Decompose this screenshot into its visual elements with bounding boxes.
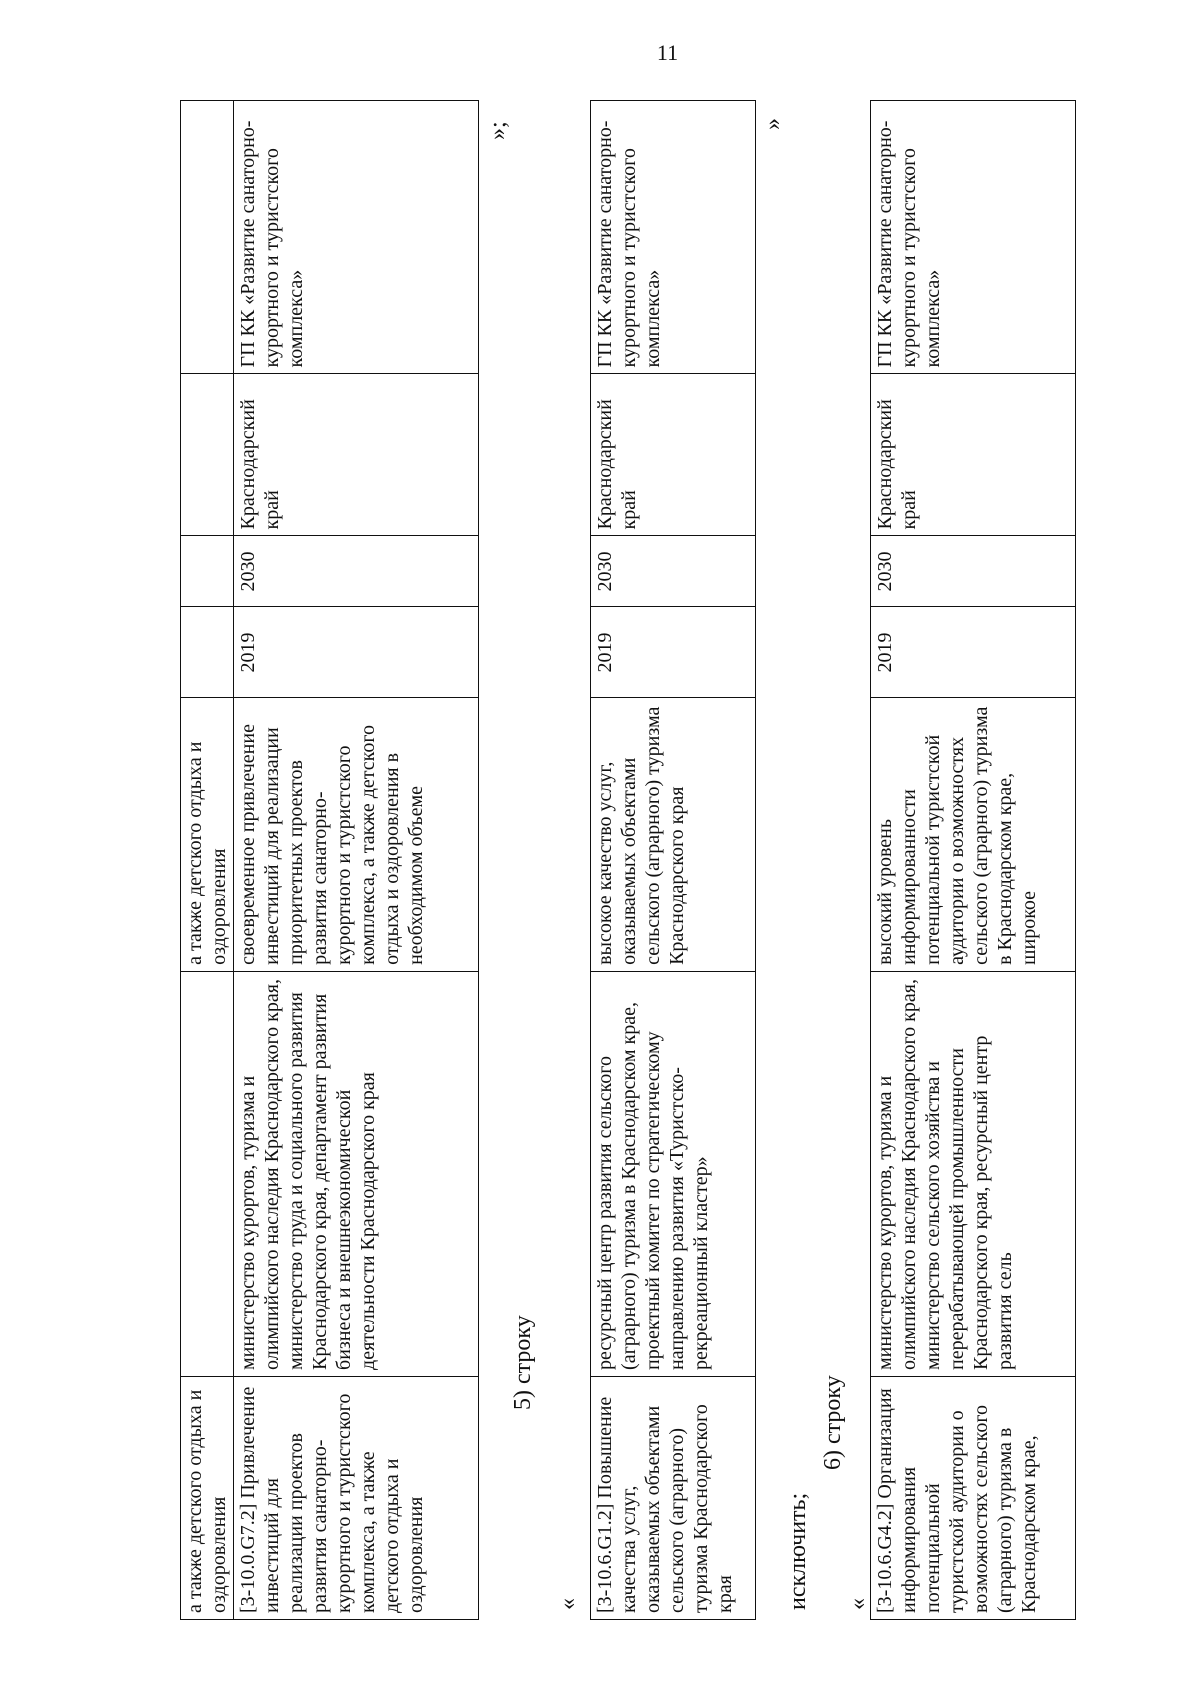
cell-start-year: 2019 [234, 607, 479, 698]
cell-result: высокий уровень информированности потенциальной туристской аудитории о возможностях сельского (аграрного) туризма в Краснодарском крае, широкое [871, 698, 1076, 971]
cell-measure: [3-10.6.G1.2] Повышение качества услуг, оказываемых объектами сельского (аграрного) туризма Краснодарского края [591, 1376, 756, 1619]
cell-result: высокое качество услуг, оказываемых объектами сельского (аграрного) туризма Краснодарского края [591, 698, 756, 971]
rotated-content [180, 100, 1080, 1620]
table-row [871, 101, 1076, 1620]
cell-territory [181, 374, 234, 536]
closing-quote: » [760, 118, 786, 130]
cell-start-year: 2019 [591, 607, 756, 698]
cell-program: ГП КК «Развитие санаторно-курортного и туристского комплекса» [234, 101, 479, 374]
opening-quote: « [555, 1598, 581, 1610]
cell-program: ГП КК «Развитие санаторно-курортного и туристского комплекса» [591, 101, 756, 374]
cell-territory: Краснодарский край [234, 374, 479, 536]
table-1 [180, 100, 479, 1620]
cell-executors: ресурсный центр развития сельского (аграрного) туризма в Краснодарском крае, проектный комитет по стратегическому направлению развития «Туристско-рекреационный кластер» [591, 971, 756, 1376]
table-row [234, 101, 479, 1620]
table-row-continuation [181, 101, 234, 1620]
page-number: 11 [656, 40, 679, 65]
cell-executors: министерство курортов, туризма и олимпийского наследия Краснодарского края, министерство сельского хозяйства и перерабатывающей промышленности Краснодарского края, ресурсный центр развития сель [871, 971, 1076, 1376]
cell-end-year [181, 536, 234, 607]
opening-quote: « [845, 1598, 871, 1610]
table-3 [870, 100, 1076, 1620]
cell-measure: [3-10.0.G7.2] Привлечение инвестиций для реализации проектов развития санаторно-курортного и туристского комплекса, а также детского отдыха и оздоровления [234, 1376, 479, 1619]
closing-quote-semicolon: »; [485, 121, 511, 140]
item-6-label: 6) строку [820, 1375, 846, 1470]
cell-measure: [3-10.6.G4.2] Организация информирования потенциальной туристской аудитории о возможностях сельского (аграрного) туризма в Краснодарском крае, [871, 1376, 1076, 1619]
exclude-text: исключить; [785, 1492, 811, 1610]
cell-start-year [181, 607, 234, 698]
cell-result: своевременное привлечение инвестиций для реализации приоритетных проектов развития санаторно-курортного и туристского комплекса, а также детского отдыха и оздоровления в необходимом объеме [234, 698, 479, 971]
cell-measure: а также детского отдыха и оздоровления [181, 1376, 234, 1619]
cell-end-year: 2030 [871, 536, 1076, 607]
table-2 [590, 100, 756, 1620]
cell-start-year: 2019 [871, 607, 1076, 698]
cell-program [181, 101, 234, 374]
cell-executors: министерство курортов, туризма и олимпийского наследия Краснодарского края, министерство труда и социального развития Краснодарского края, департамент развития бизнеса и внешнеэкономической деятельности Краснодарского края [234, 971, 479, 1376]
cell-end-year: 2030 [234, 536, 479, 607]
cell-territory: Краснодарский край [591, 374, 756, 536]
cell-end-year: 2030 [591, 536, 756, 607]
cell-program: ГП КК «Развитие санаторно-курортного и туристского комплекса» [871, 101, 1076, 374]
cell-result: а также детского отдыха и оздоровления [181, 698, 234, 971]
table-row [591, 101, 756, 1620]
cell-executors [181, 971, 234, 1376]
cell-territory: Краснодарский край [871, 374, 1076, 536]
item-5-label: 5) строку [510, 1315, 536, 1410]
